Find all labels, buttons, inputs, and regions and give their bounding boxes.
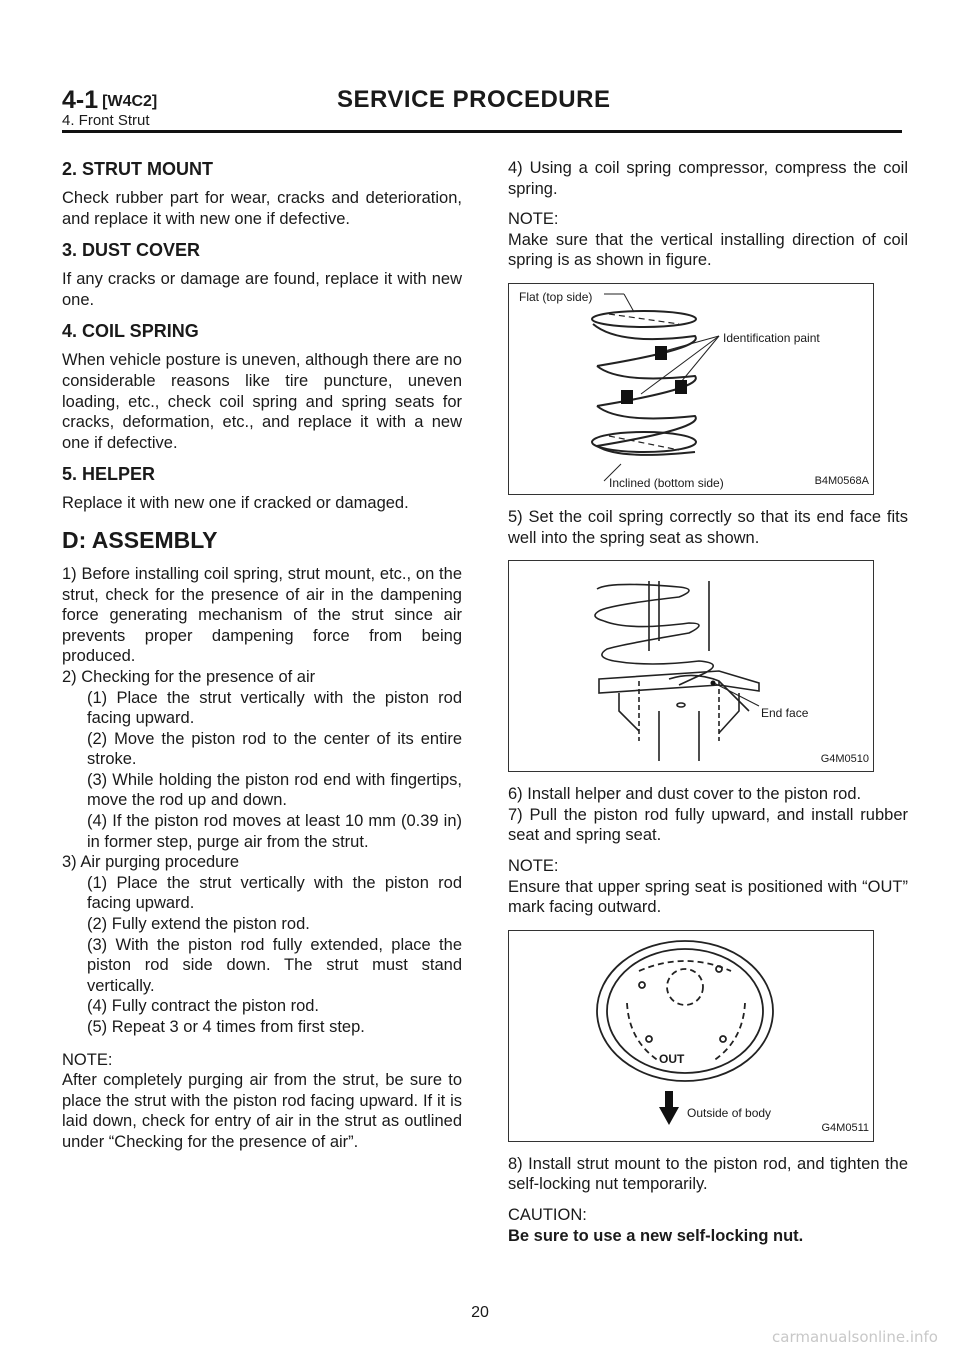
assembly-step-3-2: (2) Fully extend the piston rod. — [87, 915, 310, 934]
section-ref: [W4C2] — [102, 93, 158, 110]
caution-label: CAUTION: — [508, 1205, 587, 1224]
assembly-step-3-4: (4) Fully contract the piston rod. — [87, 997, 320, 1016]
left-column — [62, 158, 462, 1153]
right-column — [508, 158, 908, 1246]
fig3-code: G4M0511 — [821, 1122, 869, 1135]
dust-cover-heading: 3. DUST COVER — [62, 240, 201, 261]
coil-spring-illustration — [509, 284, 873, 494]
fig2-label-end-face: End face — [761, 706, 809, 721]
page-header — [62, 86, 902, 132]
assembly-step-7: 7) Pull the piston rod fully upward, and install rubber seat and spring seat. — [508, 805, 908, 845]
page-subtitle: 4. Front Strut — [62, 112, 150, 129]
dust-cover-text: If any cracks or damage are found, replace it with new one. — [62, 270, 462, 309]
fig1-label-paint: Identification paint — [723, 330, 820, 345]
page-number: 20 — [471, 1304, 489, 1321]
figure-out-mark — [508, 930, 874, 1142]
coil-spring-text: When vehicle posture is uneven, although there are no considerable reasons like tire puncture, uneven loading, etc., check coil spring and spring seats for cracks, deformation, etc., and replace it with a new one if defective. — [62, 351, 462, 452]
strut-mount-text: Check rubber part for wear, cracks and deterioration, and replace it with new one if defective. — [62, 189, 462, 228]
assembly-step-6: 6) Install helper and dust cover to the piston rod. — [508, 785, 862, 804]
assembly-step-1: 1) Before installing coil spring, strut mount, etc., on the strut, check for the presence of air in the dampening force generating mechanism of the strut since air prevents proper dampening force from being produced. — [62, 564, 462, 666]
helper-text: Replace it with new one if cracked or damaged. — [62, 494, 409, 513]
assembly-step-4: 4) Using a coil spring compressor, compress the coil spring. — [508, 159, 908, 198]
fig1-label-bottom: Inclined (bottom side) — [609, 475, 724, 490]
assembly-step-2: 2) Checking for the presence of air — [62, 667, 316, 686]
assembly-step-3-1: (1) Place the strut vertically with the piston rod facing upward. — [87, 873, 462, 913]
assembly-step-5: 5) Set the coil spring correctly so that its end face fits well into the spring seat as shown. — [508, 507, 908, 547]
page-title: SERVICE PROCEDURE — [337, 86, 611, 113]
note-text: After completely purging air from the strut, be sure to place the strut with the piston rod facing upward. If it is laid down, check for entry of air in the strut as outlined under “Checking for the presence of air”. — [62, 1071, 462, 1151]
assembly-step-2-1: (1) Place the strut vertically with the piston rod facing upward. — [87, 688, 462, 728]
note2-text: Ensure that upper spring seat is positioned with “OUT” mark facing outward. — [508, 877, 908, 917]
strut-mount-heading: 2. STRUT MOUNT — [62, 159, 213, 179]
fig1-label-top: Flat (top side) — [519, 289, 593, 304]
fig1-code: B4M0568A — [814, 475, 869, 488]
helper-heading: 5. HELPER — [62, 464, 156, 485]
figure-end-face — [508, 560, 874, 772]
note-label: NOTE: — [62, 1050, 113, 1069]
caution-text: Be sure to use a new self-locking nut. — [508, 1226, 804, 1245]
assembly-step-3-3: (3) With the piston rod fully extended, place the piston rod side down. The strut must stand vertically. — [87, 935, 462, 995]
note1-label: NOTE: — [508, 210, 559, 229]
assembly-step-2-4: (4) If the piston rod moves at least 10 mm (0.39 in) in former step, purge air from the strut. — [87, 812, 462, 851]
assembly-step-3-5: (5) Repeat 3 or 4 times from first step. — [87, 1018, 365, 1036]
assembly-step-8: 8) Install strut mount to the piston rod, and tighten the self-locking nut temporarily. — [508, 1154, 908, 1194]
figure-coil-spring — [508, 283, 874, 495]
assembly-step-2-3: (3) While holding the piston rod end with fingertips, move the rod up and down. — [87, 770, 462, 810]
coil-spring-heading: 4. COIL SPRING — [62, 321, 199, 342]
note2-label: NOTE: — [508, 856, 559, 875]
section-code: 4-1 [W4C2] — [62, 86, 158, 114]
note1-text: Make sure that the vertical installing direction of coil spring is as shown in figure. — [508, 230, 908, 270]
fig3-label-outside: Outside of body — [687, 1105, 772, 1120]
footer-watermark: carmanualsonline.info — [772, 1328, 938, 1346]
assembly-step-2-2: (2) Move the piston rod to the center of its entire stroke. — [87, 729, 462, 769]
assembly-heading: D: ASSEMBLY — [62, 526, 218, 553]
fig3-label-out: OUT — [659, 1051, 685, 1066]
header-rule — [62, 130, 902, 133]
assembly-step-3: 3) Air purging procedure — [62, 853, 240, 872]
fig2-code: G4M0510 — [820, 752, 869, 765]
spring-seat-illustration — [509, 561, 873, 771]
